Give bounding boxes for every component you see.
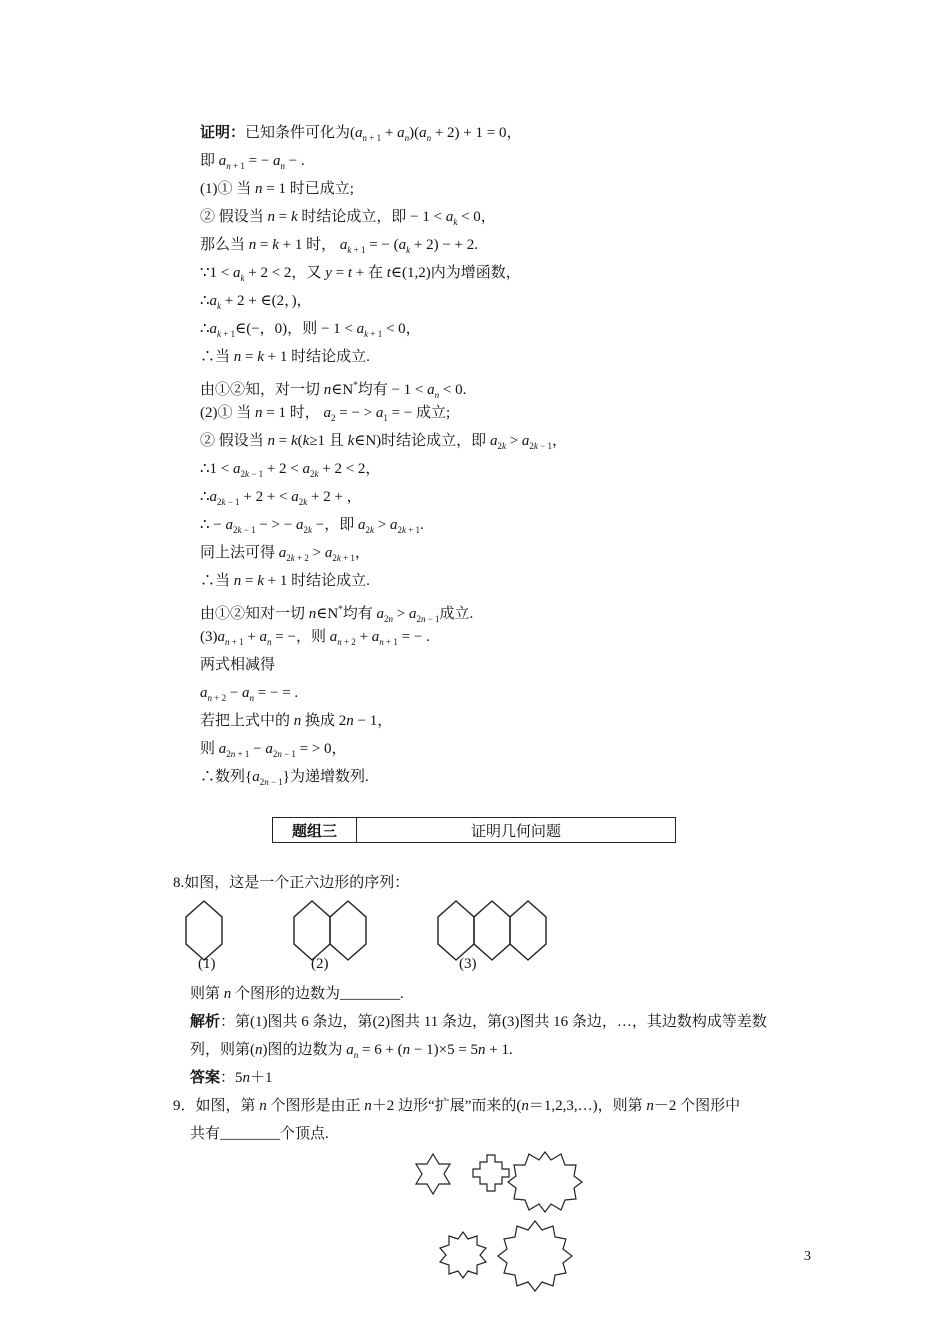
section-group-cell: 题组三 — [273, 818, 357, 842]
hexagon-2a — [294, 901, 330, 960]
proof-line-23: 则 $a_{2n + 1} - a_{2n - 1}$ = > 0， — [200, 741, 347, 759]
figure-label-3: (3) — [459, 956, 477, 972]
page-number: 3 — [804, 1249, 811, 1264]
proof-line-17: ∴当 n = k + 1 时结论成立. — [200, 573, 370, 589]
proof-line-9: ∴当 n = k + 1 时结论成立. — [200, 349, 370, 365]
snowflake-figure-2 — [440, 1232, 486, 1278]
hexagon-3c — [510, 901, 546, 960]
proof-line-12: ② 假设当 n = k(k≥1 且 k∈N)时结论成立，即 $a_{2k} > a_{2k - 1}$， — [200, 433, 567, 451]
snowflake-figure-3 — [498, 1221, 572, 1291]
proof-line-20: 两式相减得 — [200, 657, 276, 673]
proof-line-18: 由①②知对一切 n∈N*均有 $a_{2n} > a_{2n - 1}$成立. — [200, 604, 474, 624]
section-title-cell: 证明几何问题 — [470, 823, 561, 840]
proof-line-14: $\therefore a_{2k - 1} + 2$ + < $a_{2k} + 2$ + ， — [200, 489, 362, 507]
hexagon-sequence-figure — [180, 898, 560, 968]
proof-line-3: (1)① 当 n = 1 时已成立; — [200, 181, 354, 197]
hexagon-3b — [474, 901, 510, 960]
hexagon-1 — [186, 901, 222, 960]
proof-line-15: ∴ − $a_{2k - 1}$ − > − $a_{2k}$ −，即 $a_{2k} > a_{2k + 1}$. — [200, 517, 424, 535]
q8-answer: 答案：5n＋1 — [190, 1070, 273, 1086]
proof-line-6: ∵1 < $a_k + 2 < 2$，又 y = t + 在 t∈(1,2)内为增函数， — [200, 265, 521, 283]
hexagon-2b — [330, 901, 366, 960]
snowflake-figure-1 — [508, 1152, 582, 1212]
star-figure — [416, 1154, 450, 1194]
proof-line-13: ∴1 < $a_{2k - 1} + 2 < a_{2k} + 2 < 2$， — [200, 461, 381, 479]
q8-analysis-line-2: 列，则第(n)图的边数为 $a_n = 6 + (n - 1)\times 5 = 5n + 1$. — [190, 1042, 513, 1060]
proof-line-1: 证明：已知条件可化为$(a_{n + 1} + a_n)(a_n + 2) + 1 = 0$， — [200, 125, 522, 143]
proof-line-21: $a_{n + 2} - a_n$ = − = . — [200, 685, 299, 703]
figure-label-2: (2) — [311, 956, 329, 972]
q8-analysis-line-1: 解析：第(1)图共 6 条边，第(2)图共 11 条边，第(3)图共 16 条边，…，其边数构成等差数 — [190, 1014, 767, 1030]
figure-label-1: (1) — [198, 956, 216, 972]
proof-line-22: 若把上式中的 n 换成 2n − 1， — [200, 713, 393, 729]
proof-line-11: (2)① 当 n = 1 时， $a_2$ = − > $a_1$ = − 成立; — [200, 405, 451, 423]
q8-question: 则第 n 个图形的边数为________. — [190, 986, 404, 1002]
proof-line-8: $\therefore a_{k + 1}\in(-$，0)，则 − $1 < a_{k + 1} < 0$， — [200, 321, 421, 339]
q9-line-1: 9．如图，第 n 个图形是由正 n＋2 边形“扩展”而来的(n＝1,2,3,…)，则第 n－2 个图形中 — [173, 1098, 741, 1114]
hexagon-3a — [438, 901, 474, 960]
q8-stem: 8.如图，这是一个正六边形的序列： — [173, 875, 410, 891]
proof-line-4: ② 假设当 n = k 时结论成立，即 − $1 < a_k < 0$， — [200, 209, 496, 227]
section-header-table — [272, 817, 676, 843]
proof-line-5: 那么当 n = k + 1 时， $a_{k + 1}$ = − $(a_k + 2)$ − + 2. — [200, 237, 479, 255]
q9-line-2: 共有________个顶点. — [190, 1126, 329, 1142]
proof-line-16: 同上法可得 $a_{2k + 2} > a_{2k + 1}$， — [200, 545, 370, 563]
proof-line-19: $(3)a_{n + 1} + a_n$ = −，则 $a_{n + 2} + a_{n + 1}$ = − . — [200, 629, 430, 647]
cross-figure — [473, 1155, 509, 1191]
proof-line-10: 由①②知，对一切 n∈N*均有 − $1 < a_n < 0$. — [200, 380, 467, 400]
proof-line-2: 即 $a_{n + 1}$ = − $a_n$ − . — [200, 153, 305, 171]
proof-line-24: ∴数列$\{a_{2n - 1}\}$为递增数列. — [200, 769, 369, 787]
proof-line-7: $\therefore a_k + 2$ + ∈(2，)， — [200, 293, 312, 311]
expanded-polygon-figures — [410, 1148, 610, 1306]
